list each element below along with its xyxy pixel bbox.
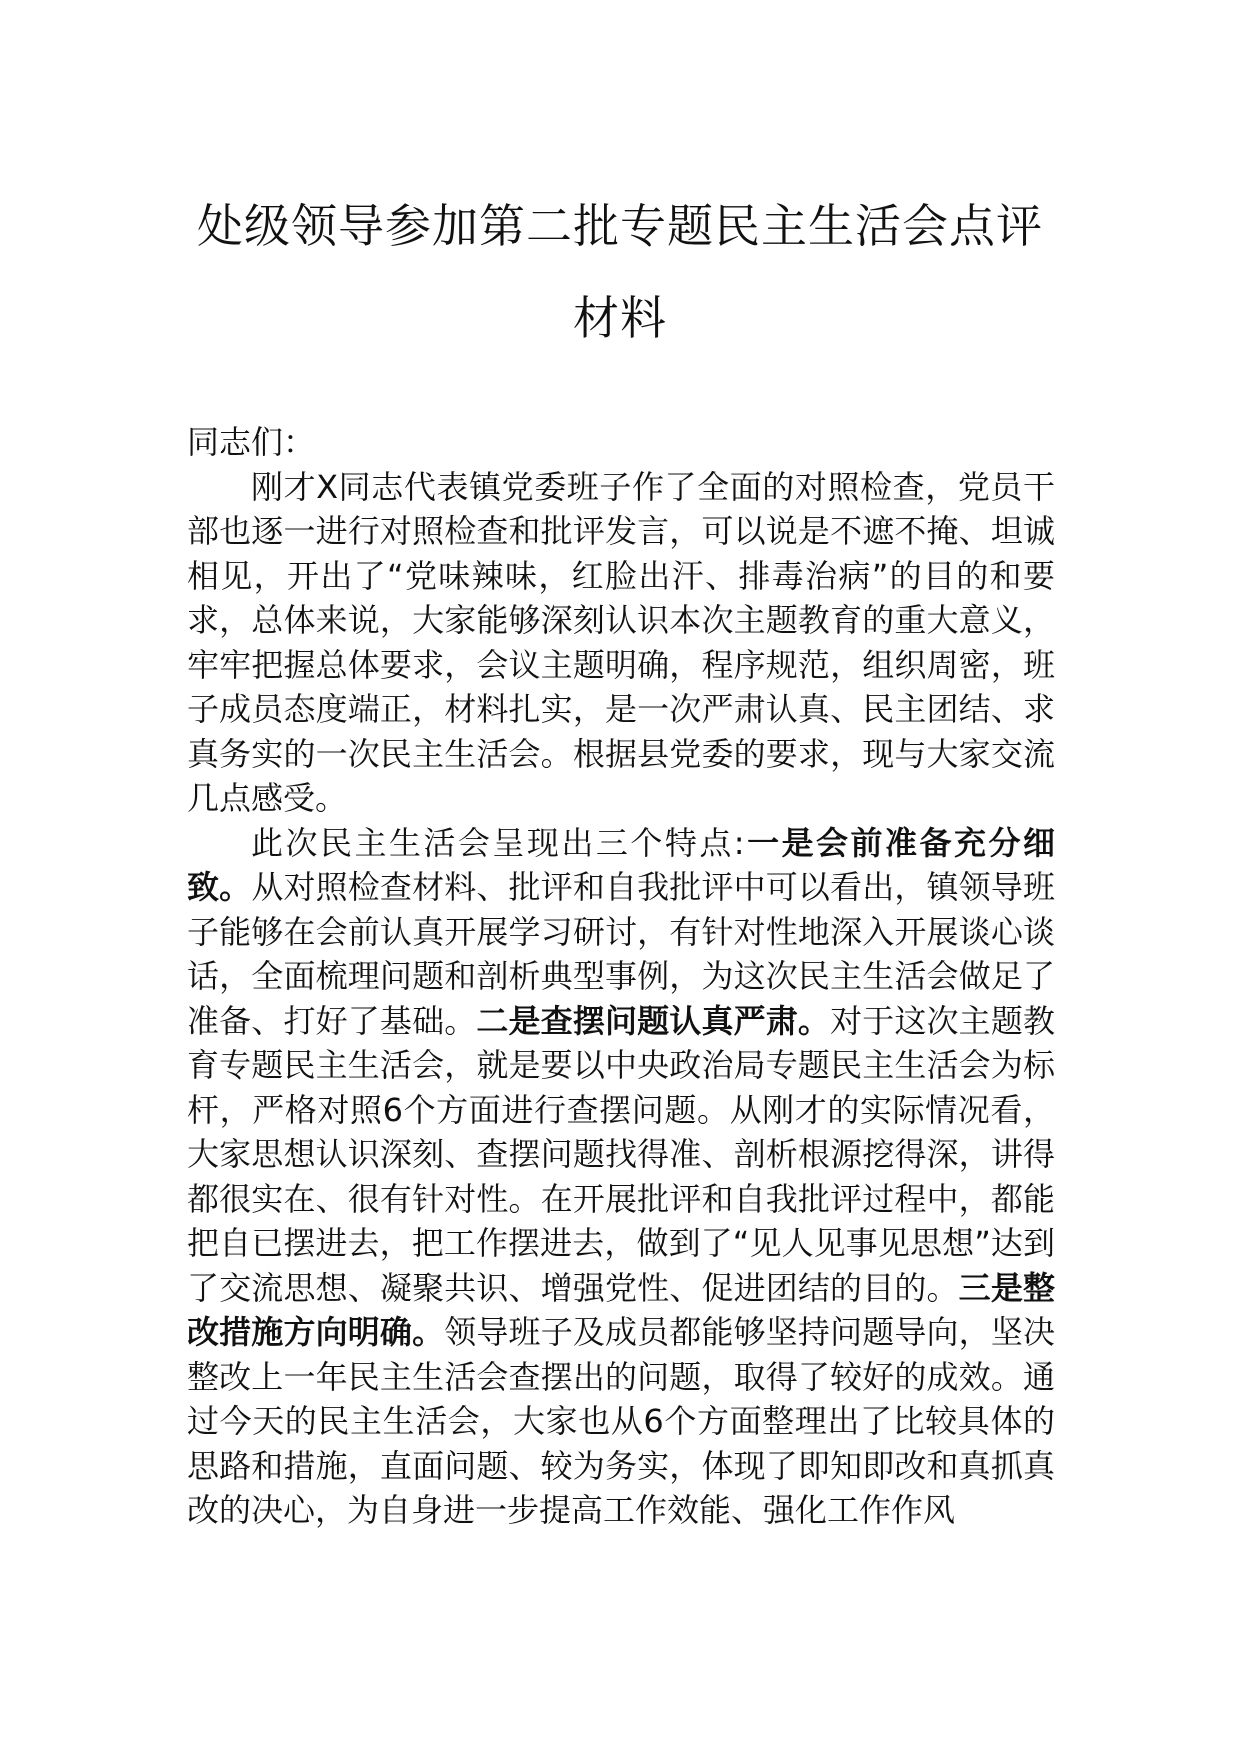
- paragraph-2: [187, 821, 1055, 1533]
- point-3-heading: 三是整改措施方向明确。: [187, 1268, 1055, 1351]
- title-line-2: 材料: [573, 291, 667, 345]
- point-2-text: 对于这次主题教育专题民主生活会，就是要以中央政治局专题民主生活会为标杆，严格对照6个方面进行查摆问题。从刚才的实际情况看，大家思想认识深刻、查摆问题找得准、剖析根源挖得深，讲得都很实在、很有针对性。在开展批评和自我批评过程中，都能把自已摆进去，把工作摆进去，做到了“见人见事见思想”达到了交流思想、凝聚共识、增强党性、促进团结的目的。: [187, 1001, 1055, 1307]
- paragraph-2-intro: 此次民主生活会呈现出三个特点:: [251, 823, 745, 862]
- paragraph-1: 刚才X同志代表镇党委班子作了全面的对照检查，党员干部也逐一进行对照检查和批评发言，可以说是不遮不掩、坦诚相见，开出了“党味辣味，红脸出汗、排毒治病”的目的和要求，总体来说，大家能够深刻认识本次主题教育的重大意义，牢牢把握总体要求，会议主题明确，程序规范，组织周密，班子成员态度端正，材料扎实，是一次严肃认真、民主团结、求真务实的一次民主生活会。根据县党委的要求，现与大家交流几点感受。: [187, 467, 1055, 817]
- point-1-text: 从对照检查材料、批评和自我批评中可以看出，镇领导班子能够在会前认真开展学习研讨，有针对性地深入开展谈心谈话，全面梳理问题和剖析典型事例，为这次民主生活会做足了准备、打好了基础。: [187, 868, 1055, 1040]
- point-2-heading: 二是查摆问题认真严肃。: [476, 1001, 831, 1040]
- title-line-1: 处级领导参加第二批专题民主生活会点评: [197, 199, 1043, 253]
- point-3-text: 领导班子及成员都能够坚持问题导向，坚决整改上一年民主生活会查摆出的问题，取得了较好的成效。通过今天的民主生活会，大家也从6个方面整理出了比较具体的思路和措施，直面问题、较为务实，体现了即知即改和真抓真改的决心，为自身进一步提高工作效能、强化工作作风: [187, 1313, 1055, 1529]
- document-title: [160, 180, 1080, 364]
- point-1-heading: 一是会前准备充分细致。: [187, 823, 1055, 906]
- document-body: [187, 420, 1055, 1533]
- salutation: 同志们：: [187, 423, 316, 461]
